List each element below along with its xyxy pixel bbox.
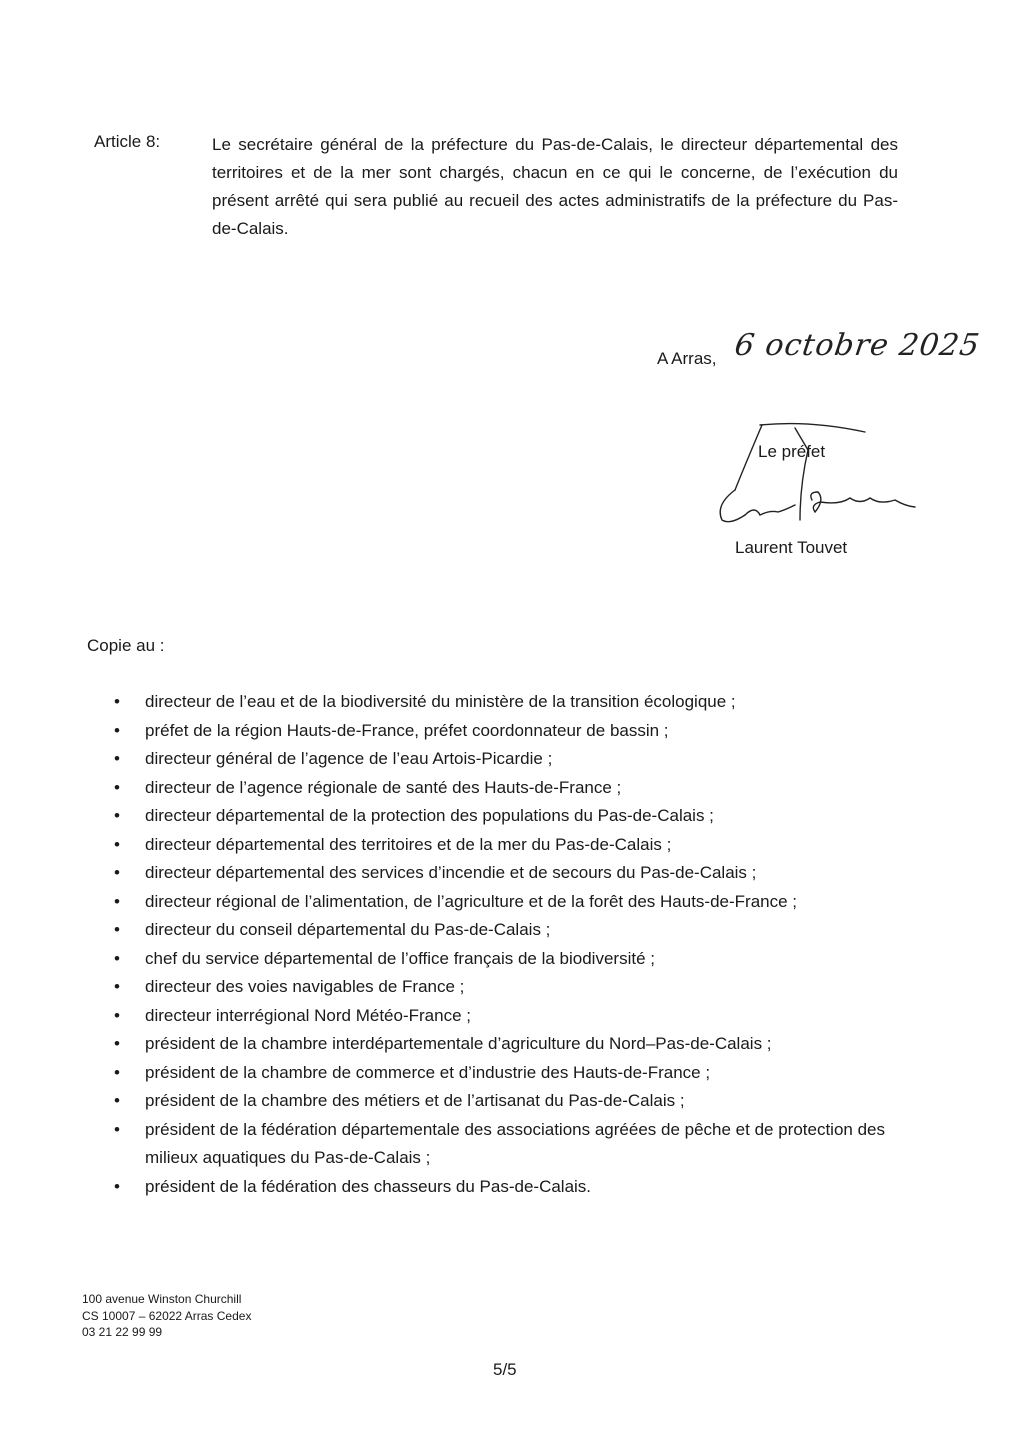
list-item-text: directeur interrégional Nord Météo-France ; (145, 1005, 471, 1025)
bullet-icon: • (114, 692, 120, 711)
list-item (110, 717, 940, 746)
list-item (110, 1059, 940, 1088)
list-item (110, 1087, 940, 1116)
copies-list (110, 688, 940, 1201)
list-item-text: directeur du conseil départemental du Pas-de-Calais ; (145, 920, 551, 939)
list-item (110, 859, 940, 888)
list-item-text: préfet de la région Hauts-de-France, préfet coordonnateur de bassin ; (145, 720, 669, 740)
bullet-icon: • (114, 977, 120, 996)
list-item (110, 745, 940, 774)
list-item (110, 774, 940, 803)
list-item (110, 916, 940, 945)
list-item-text: directeur général de l’agence de l’eau Artois-Picardie ; (145, 749, 553, 768)
bullet-icon: • (114, 1034, 120, 1053)
article-label: Article 8: (94, 132, 161, 151)
list-item (110, 802, 940, 831)
list-item-text: directeur de l’agence régionale de santé des Hauts-de-France ; (145, 777, 622, 797)
list-item-text: directeur départemental des services d’incendie et de secours du Pas-de-Calais ; (145, 863, 757, 882)
bullet-icon: • (114, 1005, 120, 1025)
list-item-text: président de la chambre des métiers et de l’artisanat du Pas-de-Calais ; (145, 1091, 685, 1110)
list-item-text: président de la chambre interdépartementale d’agriculture du Nord–Pas-de-Calais ; (145, 1034, 772, 1053)
list-item-text: président de la fédération départementale des associations agréées de pêche et de protection des milieux aquatiques du Pas-de-Calais ; (145, 1119, 885, 1167)
signatory-title: Le préfet (758, 442, 826, 461)
list-item (110, 688, 940, 717)
bullet-icon: • (114, 1119, 120, 1139)
bullet-icon: • (114, 920, 120, 939)
list-item-text: président de la fédération des chasseurs du Pas-de-Calais. (145, 1176, 592, 1196)
list-item (110, 1173, 940, 1202)
handwritten-date: 6 octobre 2025 (732, 328, 983, 363)
phone-number: 03 21 22 99 99 (82, 1325, 163, 1339)
bullet-icon: • (114, 834, 120, 854)
bullet-icon: • (114, 1062, 120, 1082)
bullet-icon: • (114, 948, 120, 968)
bullet-icon: • (114, 777, 120, 797)
bullet-icon: • (114, 863, 120, 882)
address-line-2: CS 10007 – 62022 Arras Cedex (82, 1308, 252, 1323)
bullet-icon: • (114, 1091, 120, 1110)
list-item (110, 888, 940, 917)
list-item (110, 1030, 940, 1059)
list-item (110, 1002, 940, 1031)
bullet-icon: • (114, 806, 120, 825)
bullet-icon: • (114, 1176, 120, 1196)
bullet-icon: • (114, 891, 120, 911)
list-item-text: directeur départemental de la protection des populations du Pas-de-Calais ; (145, 806, 714, 825)
footer-address (82, 1291, 251, 1341)
list-item-text: chef du service départemental de l’office français de la biodiversité ; (145, 948, 655, 968)
list-item-text: directeur de l’eau et de la biodiversité du ministère de la transition écologique ; (145, 692, 736, 711)
list-item-text: directeur départemental des territoires et de la mer du Pas-de-Calais ; (145, 834, 672, 854)
signatory-name: Laurent Touvet (735, 538, 848, 557)
list-item-text: directeur des voies navigables de France ; (145, 977, 465, 996)
bullet-icon: • (114, 749, 120, 768)
signature-drawing (700, 410, 930, 530)
copies-heading: Copie au : (87, 636, 165, 655)
list-item-text: directeur régional de l’alimentation, de l’agriculture et de la forêt des Hauts-de-France ; (145, 891, 798, 911)
signature-place: A Arras, (657, 349, 717, 368)
list-item (110, 1116, 940, 1173)
list-item (110, 945, 940, 974)
list-item (110, 973, 940, 1002)
bullet-icon: • (114, 720, 120, 740)
page-number: 5/5 (493, 1360, 517, 1379)
article-text: Le secrétaire général de la préfecture du Pas-de-Calais, le directeur départemental des territoires et de la mer sont chargés, chacun en ce qui le concerne, de l’exécution du présent arrêté qui sera publié au recueil des actes administratifs de la préfecture du Pas-de-Calais. (212, 135, 898, 238)
address-line-1: 100 avenue Winston Churchill (82, 1292, 242, 1306)
list-item (110, 831, 940, 860)
list-item-text: président de la chambre de commerce et d’industrie des Hauts-de-France ; (145, 1062, 711, 1082)
